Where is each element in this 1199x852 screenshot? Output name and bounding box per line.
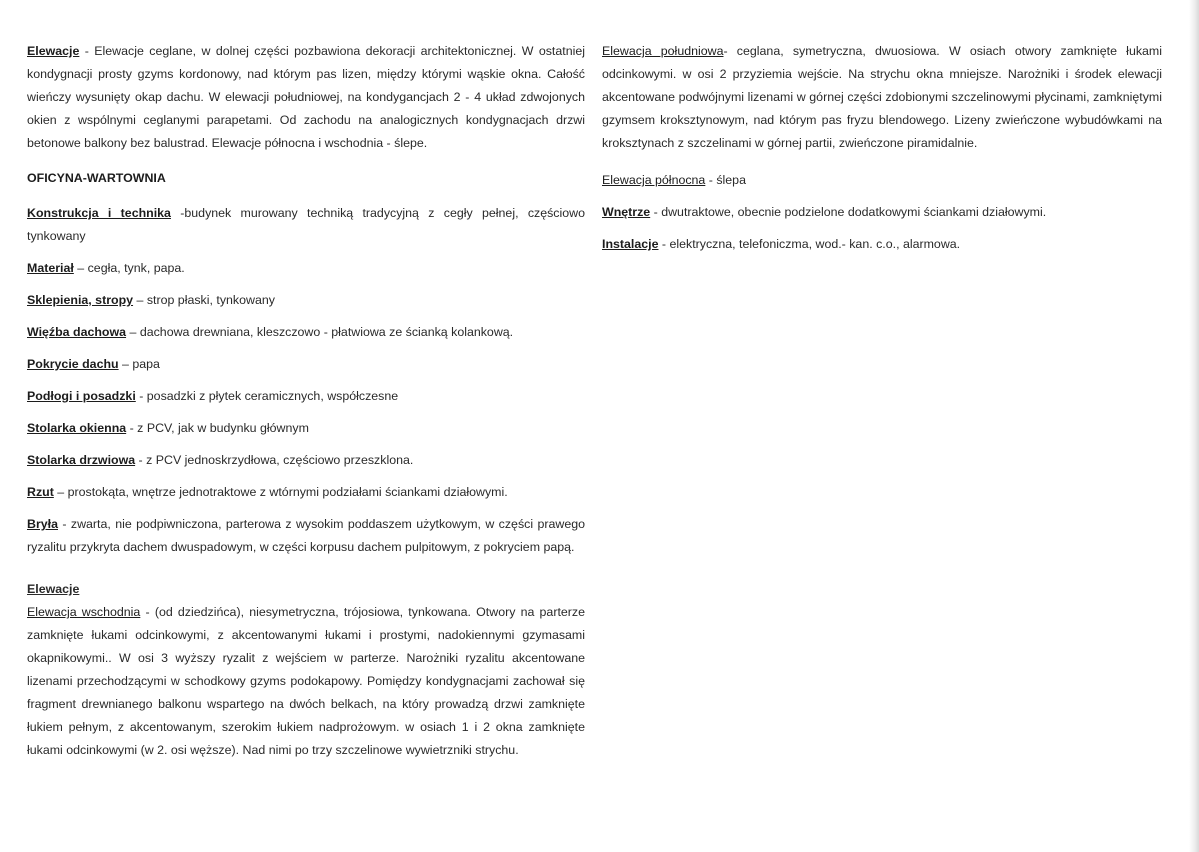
- text-wnetrze: - dwutraktowe, obecnie podzielone dodatkowymi ściankami działowymi.: [650, 205, 1047, 219]
- paragraph-elewacje-intro: [27, 40, 585, 155]
- text-rzut: – prostokąta, wnętrze jednotraktowe z wtórnymi podziałami ściankami działowymi.: [53, 485, 508, 499]
- label-elewacja-wschodnia: Elewacja wschodnia: [27, 605, 141, 619]
- text-instalacje: - elektryczna, telefoniczma, wod.- kan. c.o., alarmowa.: [658, 237, 961, 251]
- paragraph-bryla: [27, 513, 585, 559]
- paragraph-elewacja-wschodnia: [27, 601, 585, 762]
- text-stolarka-drzwiowa: - z PCV jednoskrzydłowa, częściowo przeszklona.: [135, 453, 414, 467]
- label-pokrycie: Pokrycie dachu: [27, 357, 119, 371]
- label-elewacje: Elewacje: [27, 44, 80, 58]
- paragraph-material: [27, 257, 585, 280]
- text-sklepienia: – strop płaski, tynkowany: [133, 293, 275, 307]
- text-podlogi: - posadzki z płytek ceramicznych, współczesne: [135, 389, 399, 403]
- label-stolarka-okienna: Stolarka okienna: [27, 421, 127, 435]
- text-wiezba: – dachowa drewniana, kleszczowo - płatwiowa ze ścianką kolankową.: [126, 325, 514, 339]
- label-elewacja-poludniowa: Elewacja południowa: [602, 44, 724, 58]
- paragraph-stolarka-okienna: [27, 417, 585, 440]
- paragraph-sklepienia: [27, 289, 585, 312]
- label-stolarka-drzwiowa: Stolarka drzwiowa: [27, 453, 136, 467]
- text-elewacja-polnocna: - ślepa: [705, 173, 746, 187]
- label-bryla: Bryła: [27, 517, 58, 531]
- label-elewacja-polnocna: Elewacja północna: [602, 173, 706, 187]
- label-rzut: Rzut: [27, 485, 54, 499]
- text-bryla: - zwarta, nie podpiwniczona, parterowa z wysokim poddaszem użytkowym, w części prawego ryzalitu przykryta dachem dwuspadowym, w części korpusu dachem pulpitowym, z pokryciem papą.: [27, 517, 585, 554]
- heading-oficyna-wartownia: OFICYNA-WARTOWNIA: [27, 171, 166, 185]
- label-konstrukcja: Konstrukcja i technika: [27, 206, 171, 220]
- heading-elewacje: Elewacje: [27, 582, 80, 596]
- text-stolarka-okienna: - z PCV, jak w budynku głównym: [126, 421, 309, 435]
- text-elewacje: - Elewacje ceglane, w dolnej części pozbawiona dekoracji architektonicznej. W ostatniej kondygnacji prosty gzyms kordonowy, nad którym pas lizen, między którymi wąskie okna. Całość wieńczy wysunięty okap dachu. W elewacji południowej, na kondygancjach 2 - 4 układ zdwojonych okien z wspólnymi ceglanymi parapetami. Od zachodu na analogicznych kondygnacjach drzwi betonowe balkony bez balustrad. Elewacje północna i wschodnia - ślepe.: [27, 44, 585, 150]
- paragraph-wiezba: [27, 321, 585, 344]
- text-konstrukcja: -budynek murowany techniką tradycyjną z cegły pełnej, częściowo tynkowany: [27, 206, 585, 243]
- text-elewacja-wschodnia: - (od dziedzińca), niesymetryczna, trójosiowa, tynkowana. Otwory na parterze zamknięte łukami odcinkowymi, z akcentowanymi łukami i prostymi, nadokiennymi gzymasami okapnikowymi.. W osi 3 wyższy ryzalit z wejściem w parterze. Narożniki ryzalitu akcentowane lizenami przechodzącymi w schodkowy gzyms podokapowy. Pomiędzy kondygnacjami zachował się fragment drewnianego balkonu wspartego na dwóch belkach, na który prowadzą drzwi zamknięte łukiem pełnym, z akcentowanym, szerokim łukiem nadprożowym. w osiach 1 i 2 okna zamknięte łukami odcinkowymi (w 2. osi węższe). Nad nimi po trzy szczelinowe wywietrzniki strychu.: [27, 605, 585, 757]
- paragraph-rzut: [27, 481, 585, 504]
- scan-edge-shadow: [1189, 0, 1199, 852]
- right-column: [602, 40, 1162, 265]
- label-instalacje: Instalacje: [602, 237, 659, 251]
- left-column: [27, 40, 585, 762]
- paragraph-konstrukcja: [27, 202, 585, 248]
- label-wiezba: Więźba dachowa: [27, 325, 127, 339]
- label-sklepienia: Sklepienia, stropy: [27, 293, 134, 307]
- paragraph-pokrycie: [27, 353, 585, 376]
- label-wnetrze: Wnętrze: [602, 205, 651, 219]
- paragraph-instalacje: [602, 233, 1162, 256]
- text-elewacja-poludniowa: - ceglana, symetryczna, dwuosiowa. W osiach otwory zamknięte łukami odcinkowymi. w osi 2 przyziemia wejście. Na strychu okna mniejsze. Narożniki i środek elewacji akcentowane podwójnymi lizenami w górnej części zdobionymi szczelinowymi płycinami, zamkniętymi gzymsem kroksztynowym, nad którym pas fryzu blendowego. Lizeny zwieńczone wybudówkami na kroksztynach z szczelinami w górnej partii, zwieńczone piramidalnie.: [602, 44, 1162, 150]
- label-podlogi: Podłogi i posadzki: [27, 389, 136, 403]
- text-pokrycie: – papa: [118, 357, 160, 371]
- text-material: – cegła, tynk, papa.: [73, 261, 185, 275]
- label-material: Materiał: [27, 261, 74, 275]
- paragraph-wnetrze: [602, 201, 1162, 224]
- paragraph-podlogi: [27, 385, 585, 408]
- spacer: [27, 568, 585, 578]
- paragraph-stolarka-drzwiowa: [27, 449, 585, 472]
- paragraph-elewacja-poludniowa: [602, 40, 1162, 155]
- paragraph-elewacja-polnocna: [602, 169, 1162, 192]
